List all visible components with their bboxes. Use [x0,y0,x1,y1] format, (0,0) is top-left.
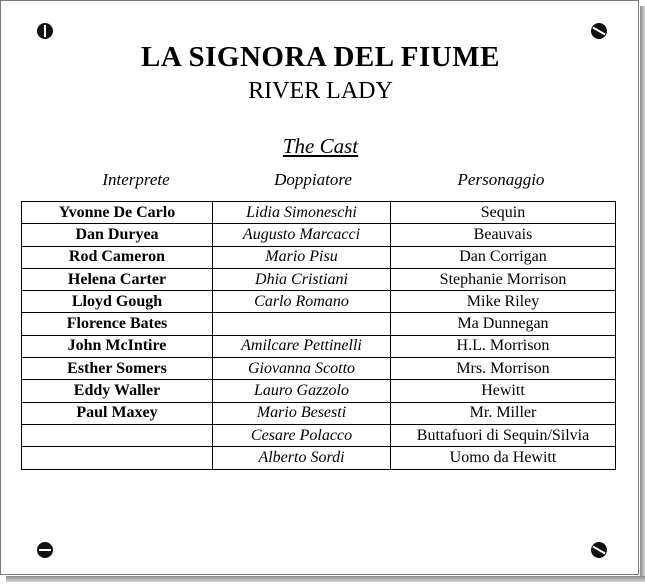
role-cell: Mike Riley [391,291,616,313]
actor-cell: Paul Maxey [22,402,213,424]
actor-cell: Rod Cameron [22,246,213,268]
role-cell: Beauvais [391,224,616,246]
table-row [22,202,616,224]
table-row [22,380,616,402]
film-title: LA SIGNORA DEL FIUME [141,41,500,73]
table-row [22,313,616,335]
dubber-cell: Amilcare Pettinelli [213,335,391,357]
dubber-cell: Alberto Sordi [213,447,391,469]
dubber-cell: Augusto Marcacci [213,224,391,246]
actor-cell [22,424,213,446]
screw-icon-bottom-right [591,542,607,558]
role-cell: Ma Dunnegan [391,313,616,335]
table-row [22,246,616,268]
table-row [22,224,616,246]
role-cell: Uomo da Hewitt [391,447,616,469]
role-cell: H.L. Morrison [391,335,616,357]
table-row [22,335,616,357]
table-row [22,402,616,424]
dubber-cell [213,313,391,335]
cast-table [21,201,616,470]
role-cell: Hewitt [391,380,616,402]
table-row [22,424,616,446]
actor-cell: Florence Bates [22,313,213,335]
dubber-cell: Lauro Gazzolo [213,380,391,402]
column-header-doppiatore: Doppiatore [274,170,352,189]
cast-heading: The Cast [282,134,359,158]
role-cell: Stephanie Morrison [391,268,616,290]
table-row [22,447,616,469]
role-cell: Mr. Miller [391,402,616,424]
screw-icon-bottom-left [37,542,53,558]
dubber-cell: Giovanna Scotto [213,358,391,380]
screw-icon-top-left [37,23,53,39]
plaque-shadow-bottom [6,576,645,582]
actor-cell: Esther Somers [22,358,213,380]
actor-cell: Dan Duryea [22,224,213,246]
dubber-cell: Mario Besesti [213,402,391,424]
actor-cell: Yvonne De Carlo [22,202,213,224]
actor-cell [22,447,213,469]
screw-icon-top-right [591,23,607,39]
plaque-shadow-right [640,6,645,582]
role-cell: Mrs. Morrison [391,358,616,380]
table-row [22,358,616,380]
actor-cell: Lloyd Gough [22,291,213,313]
dubber-cell: Carlo Romano [213,291,391,313]
table-row [22,291,616,313]
dubber-cell: Cesare Polacco [213,424,391,446]
role-cell: Buttafuori di Sequin/Silvia [391,424,616,446]
table-row [22,268,616,290]
dubber-cell: Mario Pisu [213,246,391,268]
actor-cell: Eddy Waller [22,380,213,402]
actor-cell: Helena Carter [22,268,213,290]
role-cell: Dan Corrigan [391,246,616,268]
column-header-personaggio: Personaggio [457,170,545,189]
dubber-cell: Lidia Simoneschi [213,202,391,224]
column-header-interprete: Interprete [102,170,170,189]
role-cell: Sequin [391,202,616,224]
actor-cell: John McIntire [22,335,213,357]
film-subtitle: RIVER LADY [248,78,393,104]
dubber-cell: Dhia Cristiani [213,268,391,290]
